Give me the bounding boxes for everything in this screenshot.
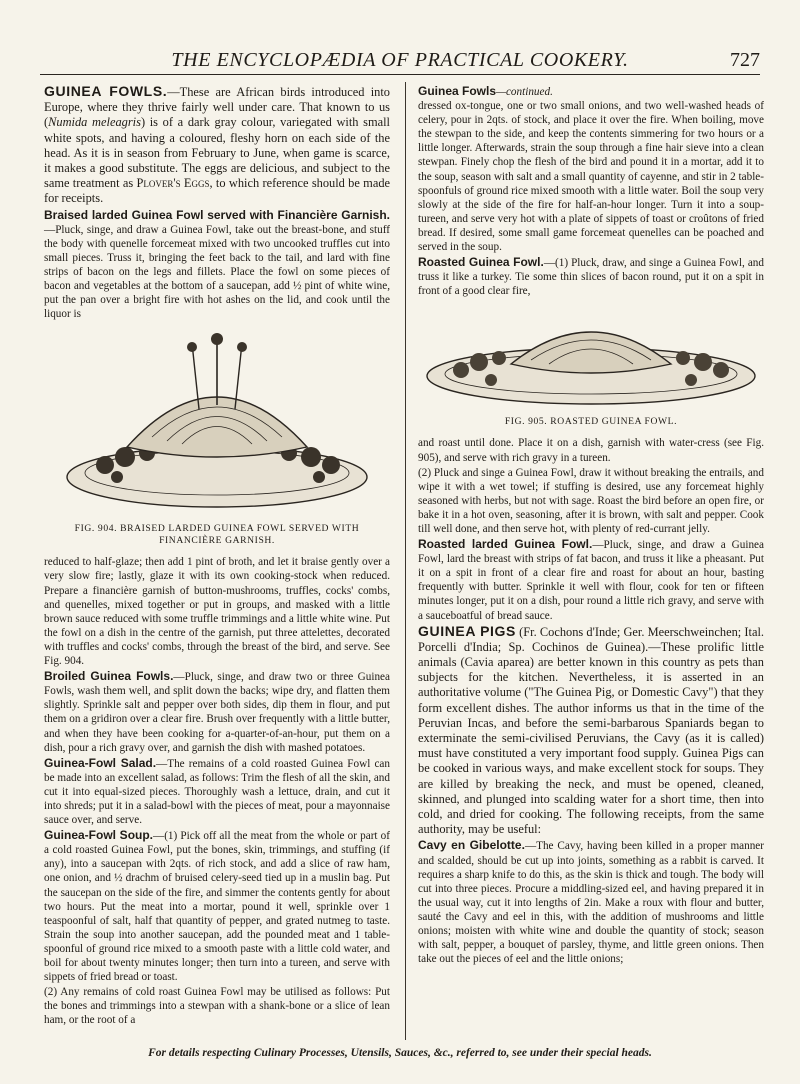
recipe-heading: Cavy en Gibelotte. [418,838,525,853]
page-title: THE ENCYCLOPÆDIA OF PRACTICAL COOKERY. [171,48,629,71]
figure-904 [44,327,390,547]
column-divider [405,82,406,1040]
recipe-roasted: Roasted Guinea Fowl.—(1) Pluck, draw, and singe a Guinea Fowl, and truss it like a turkey. Tie some thin slices of bacon round, put it on a spit in front of a good clear fire, [418,255,764,298]
recipe-heading: Roasted Guinea Fowl. [418,255,544,270]
continued-heading: Guinea Fowls [418,84,497,98]
entry-heading-guinea-pigs: GUINEA PIGS [418,622,516,639]
recipe-heading: Roasted larded Guinea Fowl. [418,537,593,552]
recipe-heading: Guinea-Fowl Soup. [44,828,154,843]
recipe-cavy: Cavy en Gibelotte.—The Cavy, having been killed in a proper manner and scalded, should be cut up into joints, something as a rabbit is carved. It requires a sharp knife to do this, as the skin is thick and tough. The body will cut into three pieces. Procure a middling-sized eel, and having prepared it in the usual way, cut it into lengths of 2in. Make a roux with flour and butter, sauté the Cavy and eel in this, with the addition of mushrooms and little onions; moisten with white wine and double the quantity of stock; season with salt, pepper, a bouquet of parsley, thyme, and little green onions. Then take out the pieces of eel and the little onions; [418,838,764,966]
footer-note: For details respecting Culinary Processes, Utensils, Sauces, &c., referred to, see under their special heads. [148,1047,652,1059]
recipe-roasted-larded: Roasted larded Guinea Fowl.—Pluck, singe, and draw a Guinea Fowl, lard the breast with strips of fat bacon, and truss it like a pheasant. Put it on a spit in front of a clear fire and roast for about an hour, basting frequently with butter. Sprinkle it well with flour, cook for ten or fifteen minutes longer, put it on a dish, pour round a little rich gravy, and serve with a sauceboatful of bread sauce. [418,537,764,622]
recipe-heading: Broiled Guinea Fowls. [44,669,174,684]
braised-guinea-fowl-illustration [57,327,377,519]
figure-905-caption: FIG. 905. ROASTED GUINEA FOWL. [504,416,678,428]
recipe-braised: Braised larded Guinea Fowl served with Financière Garnish.—Pluck, singe, and draw a Guinea Fowl, take out the breast-bone, and stuff the body with quenelle forcemeat mixed with two uncooked truffles cut into small pieces. Truss it, bringing the feet back to the tail, and lard with fine strips of bacon on the legs and fillets. Place the fowl on some pieces of bacon and vegetables at the bottom of a saucepan, add ½ pint of white wine, put the pan over a bright fire with hot ashes on the lid, and cook until the liquor is [44,207,390,321]
page-number: 727 [730,48,760,71]
recipe-heading: Guinea-Fowl Salad. [44,755,157,770]
figure-904-caption: FIG. 904. BRAISED LARDED GUINEA FOWL SERVED WITH FINANCIÈRE GARNISH. [74,523,360,547]
recipe-braised-continued: reduced to half-glaze; then add 1 pint of broth, and let it braise gently over a very slow fire; lastly, glaze it with its own cooking-stock when reduced. Prepare a financière garnish of button-mushrooms, truffles, cocks' combs, and quenelles, mixed together or put in groups, and masked with a little brown sauce reduced with some truffle trimmings and a little white wine. Put the fowl on a dish in the centre of the garnish, put three attelettes, decorated with truffles and cocks' combs, through the breast of the bird, and serve. See Fig. 904. [44,556,390,668]
recipe-soup: Guinea-Fowl Soup.—(1) Pick off all the meat from the whole or part of a cold roasted Guinea Fowl, put the bones, skin, trimmings, and stuffing (if any), into a saucepan with 2qts. of rich stock, and add a slice of raw ham, one onion, and ½ drachm of bruised celery-seed tied up in a muslin bag. Put the saucepan on the side of the fire, and simmer the contents gently for about two hours. Put the meat into a mortar, pound it well, sprinkle over 1 teaspoonful of salt, half that quantity of pepper, and grated nutmeg to taste. Strain the soup into another saucepan, add the pounded meat and 1 table-spoonful of ground rice mixed to a smooth paste with a little cold water, and boil for about twenty minutes longer; then turn into a tureen, and serve with sippets of fried bread or toast. [44,828,390,984]
recipe-roasted-2: (2) Pluck and singe a Guinea Fowl, draw it without breaking the entrails, and wipe it with a wet towel; if stuffing is desired, use any forcemeat highly seasoned with herbs, but not with sage. Roast the bird before an open fire, or bake it in a hot oven, seasoning, after it is brown, with salt and pepper. Cook till well done, and then serve hot, with plenty of red-currant jelly. [418,466,764,535]
right-column [418,84,764,967]
intro-paragraph: GUINEA FOWLS.—These are African birds introduced into Europe, where they thrive fairly well under care. That known to us (Numida meleagris) is of a dark gray colour, variegated with small white spots, and having a coloured, fleshy horn on each side of the head. As it is in season from February to June, when game is scarce, it makes a good substitute. The eggs are delicious, and subject to the same treatment as Plover's Eggs, to which reference should be made for receipts. [44,83,391,206]
entry-heading-guinea-fowls: GUINEA FOWLS. [44,83,168,99]
recipe-roasted-continued: and roast until done. Place it on a dish, garnish with water-cress (see Fig. 905), and serve with rich gravy in a tureen. [418,437,764,464]
recipe-heading: Braised larded Guinea Fowl served with Financière Garnish. [44,207,390,222]
running-header [40,46,760,75]
continued-paragraph: Guinea Fowls—continued. dressed ox-tongue, one or two small onions, and two well-washed heads of celery, pour in 2qts. of stock, and place it over the fire. When boiling, move the stewpan to the side, and keep the contents simmering for two hours or a little longer. Afterwards, strain the soup through a fine hair sieve into a clean stewpan. Finely chop the flesh of the bird and pound it in a mortar, add it to the soup, season with salt and a small quantity of cayenne, and stir in 2 table-spoonfuls of ground rice mixed smooth with a little water. Boil the soup very slowly at the side of the fire for half-an-hour longer. Turn it into a soup-tureen, and serve very hot with a plate of sippets of toast or croûtons of fried bread. If desired, some small game forcemeat quenelles can be poached and served in the soup. [418,84,764,254]
recipe-broiled: Broiled Guinea Fowls.—Pluck, singe, and draw two or three Guinea Fowls, wash them well, and split down the backs; wipe dry, and flatten them slightly. Sprinkle salt and pepper over both sides, dip them in flour, and put them on a gridiron over a clear fire. Brush over frequently with a little butter, and when they have been cooking for a-quarter-of-an-hour, put them on a dish, pour a rich gravy over, and garnish the dish with mashed potatoes. [44,669,390,754]
left-column [44,84,390,1028]
recipe-soup-2: (2) Any remains of cold roast Guinea Fowl may be utilised as follows: Put the bones and trimmings into a stewpan with a shank-bone or a slice of lean ham, or the root of a [44,986,390,1027]
recipe-salad: Guinea-Fowl Salad.—The remains of a cold roasted Guinea Fowl can be made into an excellent salad, as follows: Trim the flesh of all the skin, and cut it into equal-sized pieces. Thoroughly wash a lettuce, drain, and cut it into shreds; put it in a salad-bowl with the pieces of meat, pour a mayonnaise sauce over, and serve. [44,755,390,827]
entry-guinea-pigs: GUINEA PIGS (Fr. Cochons d'Inde; Ger. Meerschweinchen; Ital. Porcelli d'India; Sp. Cochinos de Guinea).—These prolific little animals (Cavia aparea) are better known in this country as pets than subjects for the kitchen. Nevertheless, it is asserted in an authoritative volume ("The Guinea Pig, or Domestic Cavy") that they form excellent dishes. The author informs us that in the time of the Peruvian Incas, and before the semi-barbarous Spaniards began to exterminate the semi-civilised Peruvians, the Cavy (as it is called) must have constituted a very important food supply. Guinea Pigs can be cooked in various ways, and make excellent stock for soups. They are killed by breaking the neck, and must be opened, cleaned, skinned, and plunged into scalding water for a short time, then into cold, and dried for cooking. The following receipts, from the same authority, may be useful: [418,622,764,837]
figure-905 [418,304,764,428]
roasted-guinea-fowl-illustration [421,304,761,412]
